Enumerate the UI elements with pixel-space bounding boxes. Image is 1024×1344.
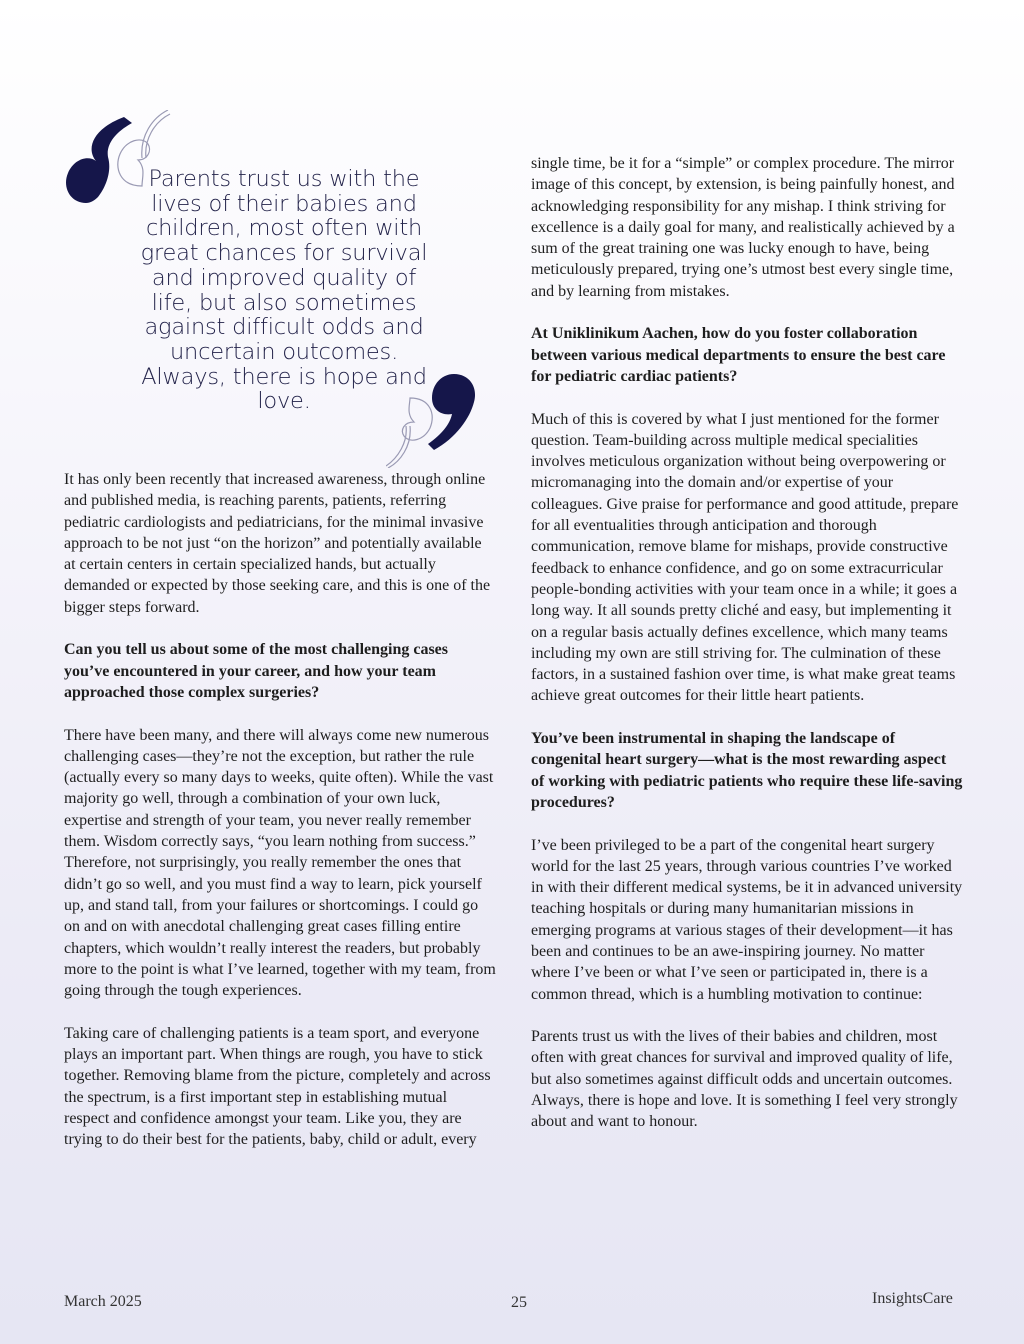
- interview-question: Can you tell us about some of the most challenging cases you’ve encountered in your career, and how your team approached those complex surgeries?: [64, 641, 449, 701]
- interview-question: At Uniklinikum Aachen, how do you foster collaboration between various medical departments to ensure the best care for pediatric cardiac patients?: [531, 325, 946, 385]
- pull-quote: [64, 110, 484, 470]
- body-paragraph: It has only been recently that increased awareness, through online and published media, is reaching parents, patients, referring pediatric cardiologists and pediatricians, for the minimal invasive approach to be not just “on the horizon” and potentially available at certain centers in certain specialized hands, but actually demanded or expected by those seeking care, and this is one of the bigger steps forward.: [64, 471, 491, 616]
- page-number: 25: [511, 1294, 527, 1311]
- body-paragraph: There have been many, and there will always come new numerous challenging cases—they’re not the exception, but rather the rule (actually every so many days to weeks, quite often). While the vast majority go well, through a combination of your own luck, expertise and strength of your team, you never really remember them. Wisdom correctly says, “you learn nothing from success.” Therefore, not surprisingly, you really remember the ones that didn’t go so well, and you must find a way to learn, pick yourself up, and stand tall, from your failures or shortcomings. I could go on and on with anecdotal challenging great cases filling entire chapters, which wouldn’t really interest the readers, but probably more to the point is what I’ve learned, together with my team, from going through the tough experiences.: [64, 726, 496, 1000]
- magazine-brand: InsightsCare: [872, 1290, 953, 1307]
- issue-date: March 2025: [64, 1293, 142, 1310]
- left-column: [64, 469, 496, 1172]
- body-paragraph: Taking care of challenging patients is a team sport, and everyone plays an important part. When things are rough, you have to stick together. Removing blame from the picture, completely and across the spectrum, is a first important step in establishing mutual respect and confidence amongst your team. Like you, they are trying to do their best for the patients, baby, child or adult, every: [64, 1024, 491, 1149]
- quote-open-icon: [64, 115, 136, 207]
- body-paragraph: Much of this is covered by what I just mentioned for the former question. Team-building across multiple medical specialities involves meticulous organization without being overpowering or micromanaging into the domain and/or expertise of your colleagues. Give praise for performance and good attitude, prepare for all eventualities through anticipation and thorough communication, remove blame for mishaps, provide constructive feedback to enhance confidence, and go on some extracurricular people-bonding activities with your team once in a while; it goes a long way. It all sounds pretty cliché and easy, but implementing it on a regular basis actually defines excellence, which many teams including my own are still striving for. The culmination of these factors, in a sustained fashion over time, is what make great teams achieve great outcomes for their little heart patients.: [531, 410, 959, 705]
- interview-question: You’ve been instrumental in shaping the landscape of congenital heart surgery—what is the most rewarding aspect of working with pediatric patients who require these life-saving procedures?: [531, 730, 963, 811]
- quote-close-icon: [424, 372, 478, 452]
- pull-quote-text: Parents trust us with the lives of their babies and children, most often with great chances for survival and improved quality of life, but also sometimes against difficult odds and uncertain outcomes. Always, there is hope and love.: [140, 166, 428, 415]
- body-paragraph: single time, be it for a “simple” or complex procedure. The mirror image of this concept, by extension, is being painfully honest, and acknowledging responsibility for any mishap. I think striving for excellence is a daily goal for many, and realistically achieved by a sum of the great training one was lucky enough to have, being meticulously prepared, trying one’s utmost best every single time, and by learning from mistakes.: [531, 155, 955, 300]
- body-paragraph: I’ve been privileged to be a part of the congenital heart surgery world for the last 25 years, through various countries I’ve worked in with their different medical systems, be it in advanced university teaching hospitals or during many humanitarian missions in emerging programs at various stages of their development—it has been and continues to be an awe-inspiring journey. No matter where I’ve been or what I’ve seen or participated in, there is a common thread, which is a humbling motivation to continue:: [531, 836, 963, 1003]
- right-column: [531, 153, 963, 1154]
- body-paragraph: Parents trust us with the lives of their babies and children, most often with great chances for survival and improved quality of life, but also sometimes against difficult odds and uncertain outcomes. Always, there is hope and love. It is something I feel very strongly about and want to honour.: [531, 1028, 958, 1131]
